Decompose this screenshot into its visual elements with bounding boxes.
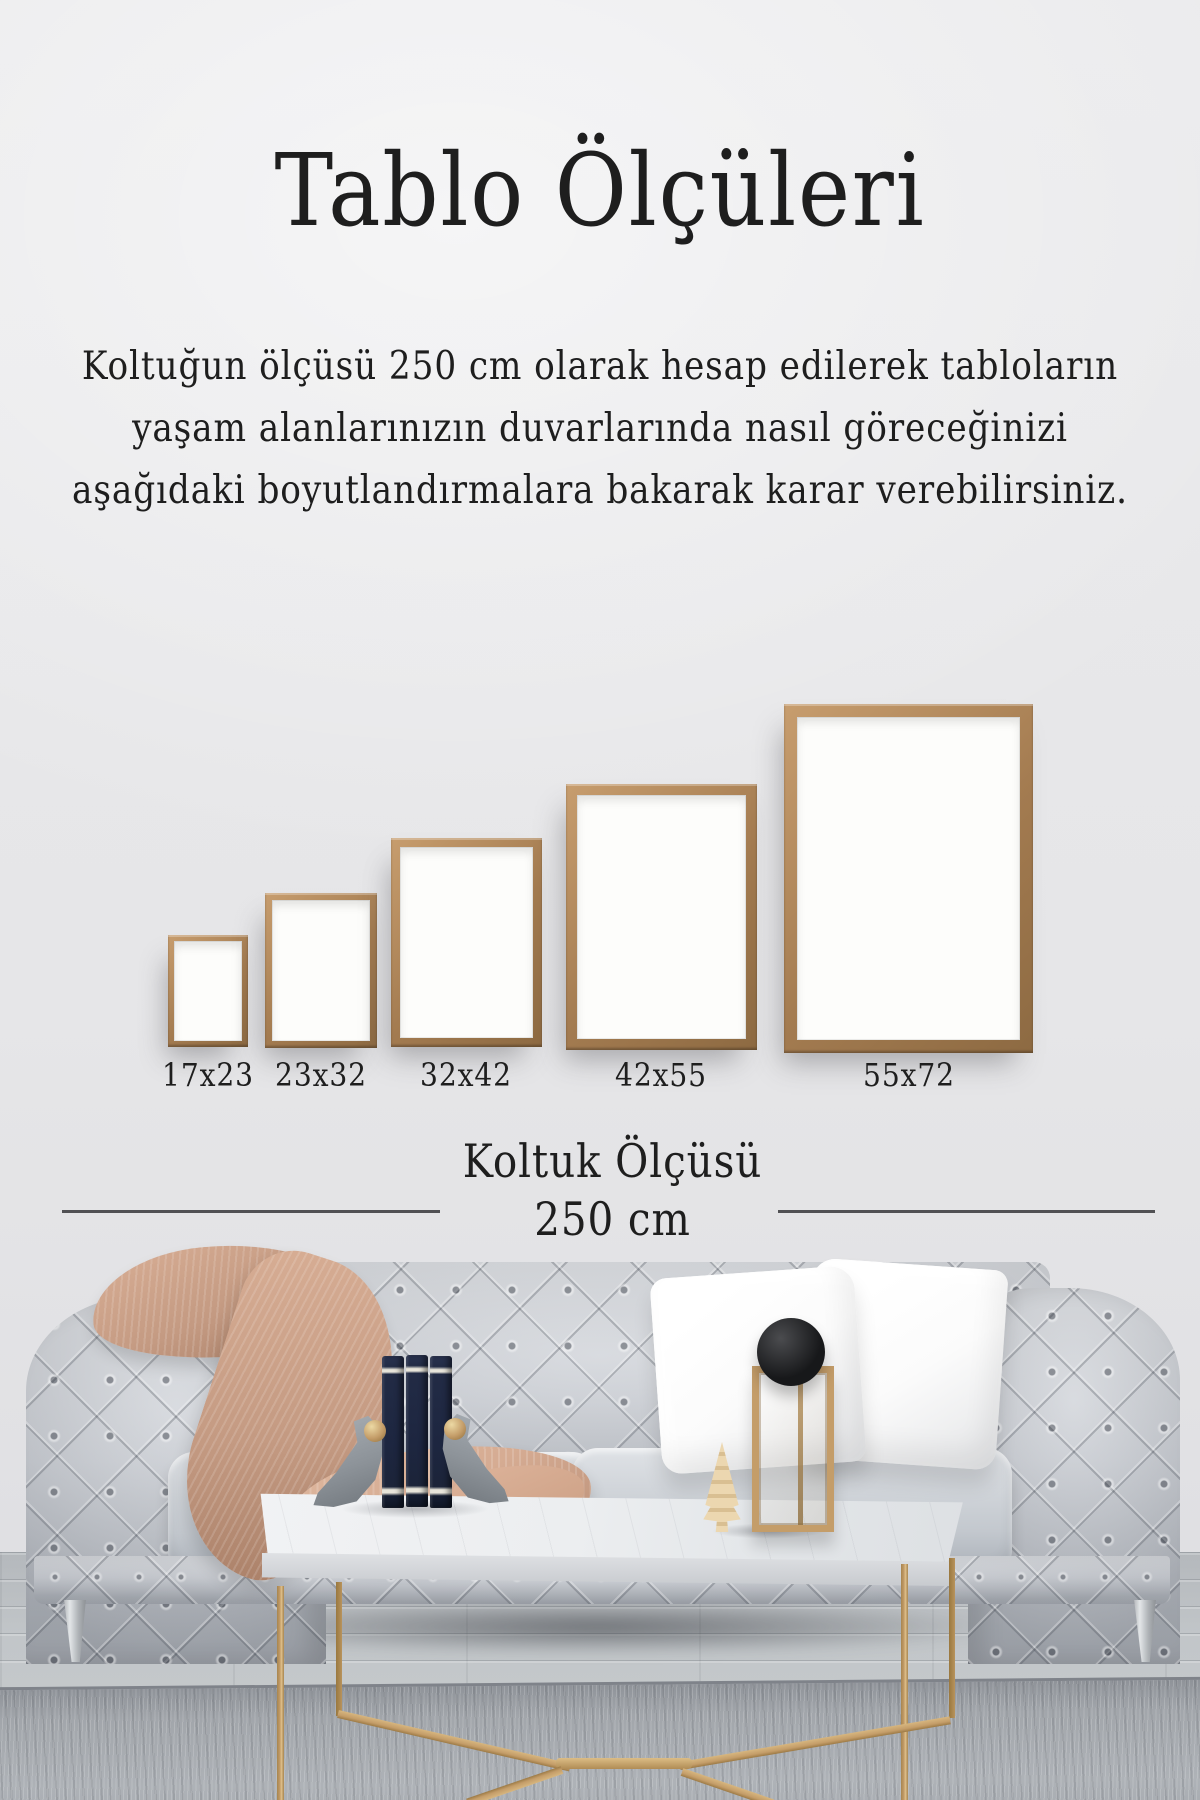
- description-line: aşağıdaki boyutlandırmalara bakarak karar verebilirsiniz.: [72, 468, 1128, 513]
- frame-size-label: 42x55: [615, 1056, 707, 1094]
- table-stretcher-center: [556, 1758, 692, 1769]
- bookend-gold-knob-right: [444, 1418, 466, 1440]
- black-sphere-decor: [757, 1318, 825, 1386]
- book-spine: [406, 1355, 428, 1507]
- description-line: Koltuğun ölçüsü 250 cm olarak hesap edilerek tabloların: [81, 344, 1119, 389]
- frame-size-label: 55x72: [863, 1056, 955, 1094]
- frame-17x23: [168, 935, 248, 1047]
- frame-size-label: 32x42: [420, 1056, 512, 1094]
- frame-55x72: [784, 704, 1033, 1053]
- frame-blank-artwork: [174, 941, 242, 1041]
- bookend-gold-knob-left: [364, 1420, 386, 1442]
- frame-42x55: [566, 784, 757, 1050]
- description-line: yaşam alanlarınızın duvarlarında nasıl göreceğinizi: [132, 406, 1068, 451]
- sofa-measure-label: Koltuk Ölçüsü: [462, 1134, 763, 1188]
- frame-23x32: [265, 893, 377, 1048]
- area-rug: [0, 1677, 1200, 1800]
- frame-32x42: [391, 838, 542, 1047]
- sofa-measure-value: 250 cm: [534, 1192, 691, 1246]
- page-title: Tablo Ölçüleri: [274, 132, 926, 249]
- frame-size-label: 23x32: [275, 1056, 367, 1094]
- frame-blank-artwork: [272, 900, 370, 1041]
- table-leg-back-left: [336, 1582, 342, 1716]
- table-leg-front-right: [901, 1564, 908, 1800]
- frame-blank-artwork: [400, 847, 533, 1038]
- table-leg-front-left: [277, 1586, 284, 1800]
- table-leg-back-right: [949, 1558, 955, 1718]
- measure-rule-left: [62, 1210, 440, 1213]
- measure-rule-right: [778, 1210, 1155, 1213]
- frame-blank-artwork: [577, 795, 746, 1039]
- frame-size-label: 17x23: [162, 1056, 254, 1094]
- gold-display-stand: [752, 1366, 834, 1532]
- description-paragraph: [72, 336, 1128, 522]
- frame-blank-artwork: [797, 717, 1020, 1040]
